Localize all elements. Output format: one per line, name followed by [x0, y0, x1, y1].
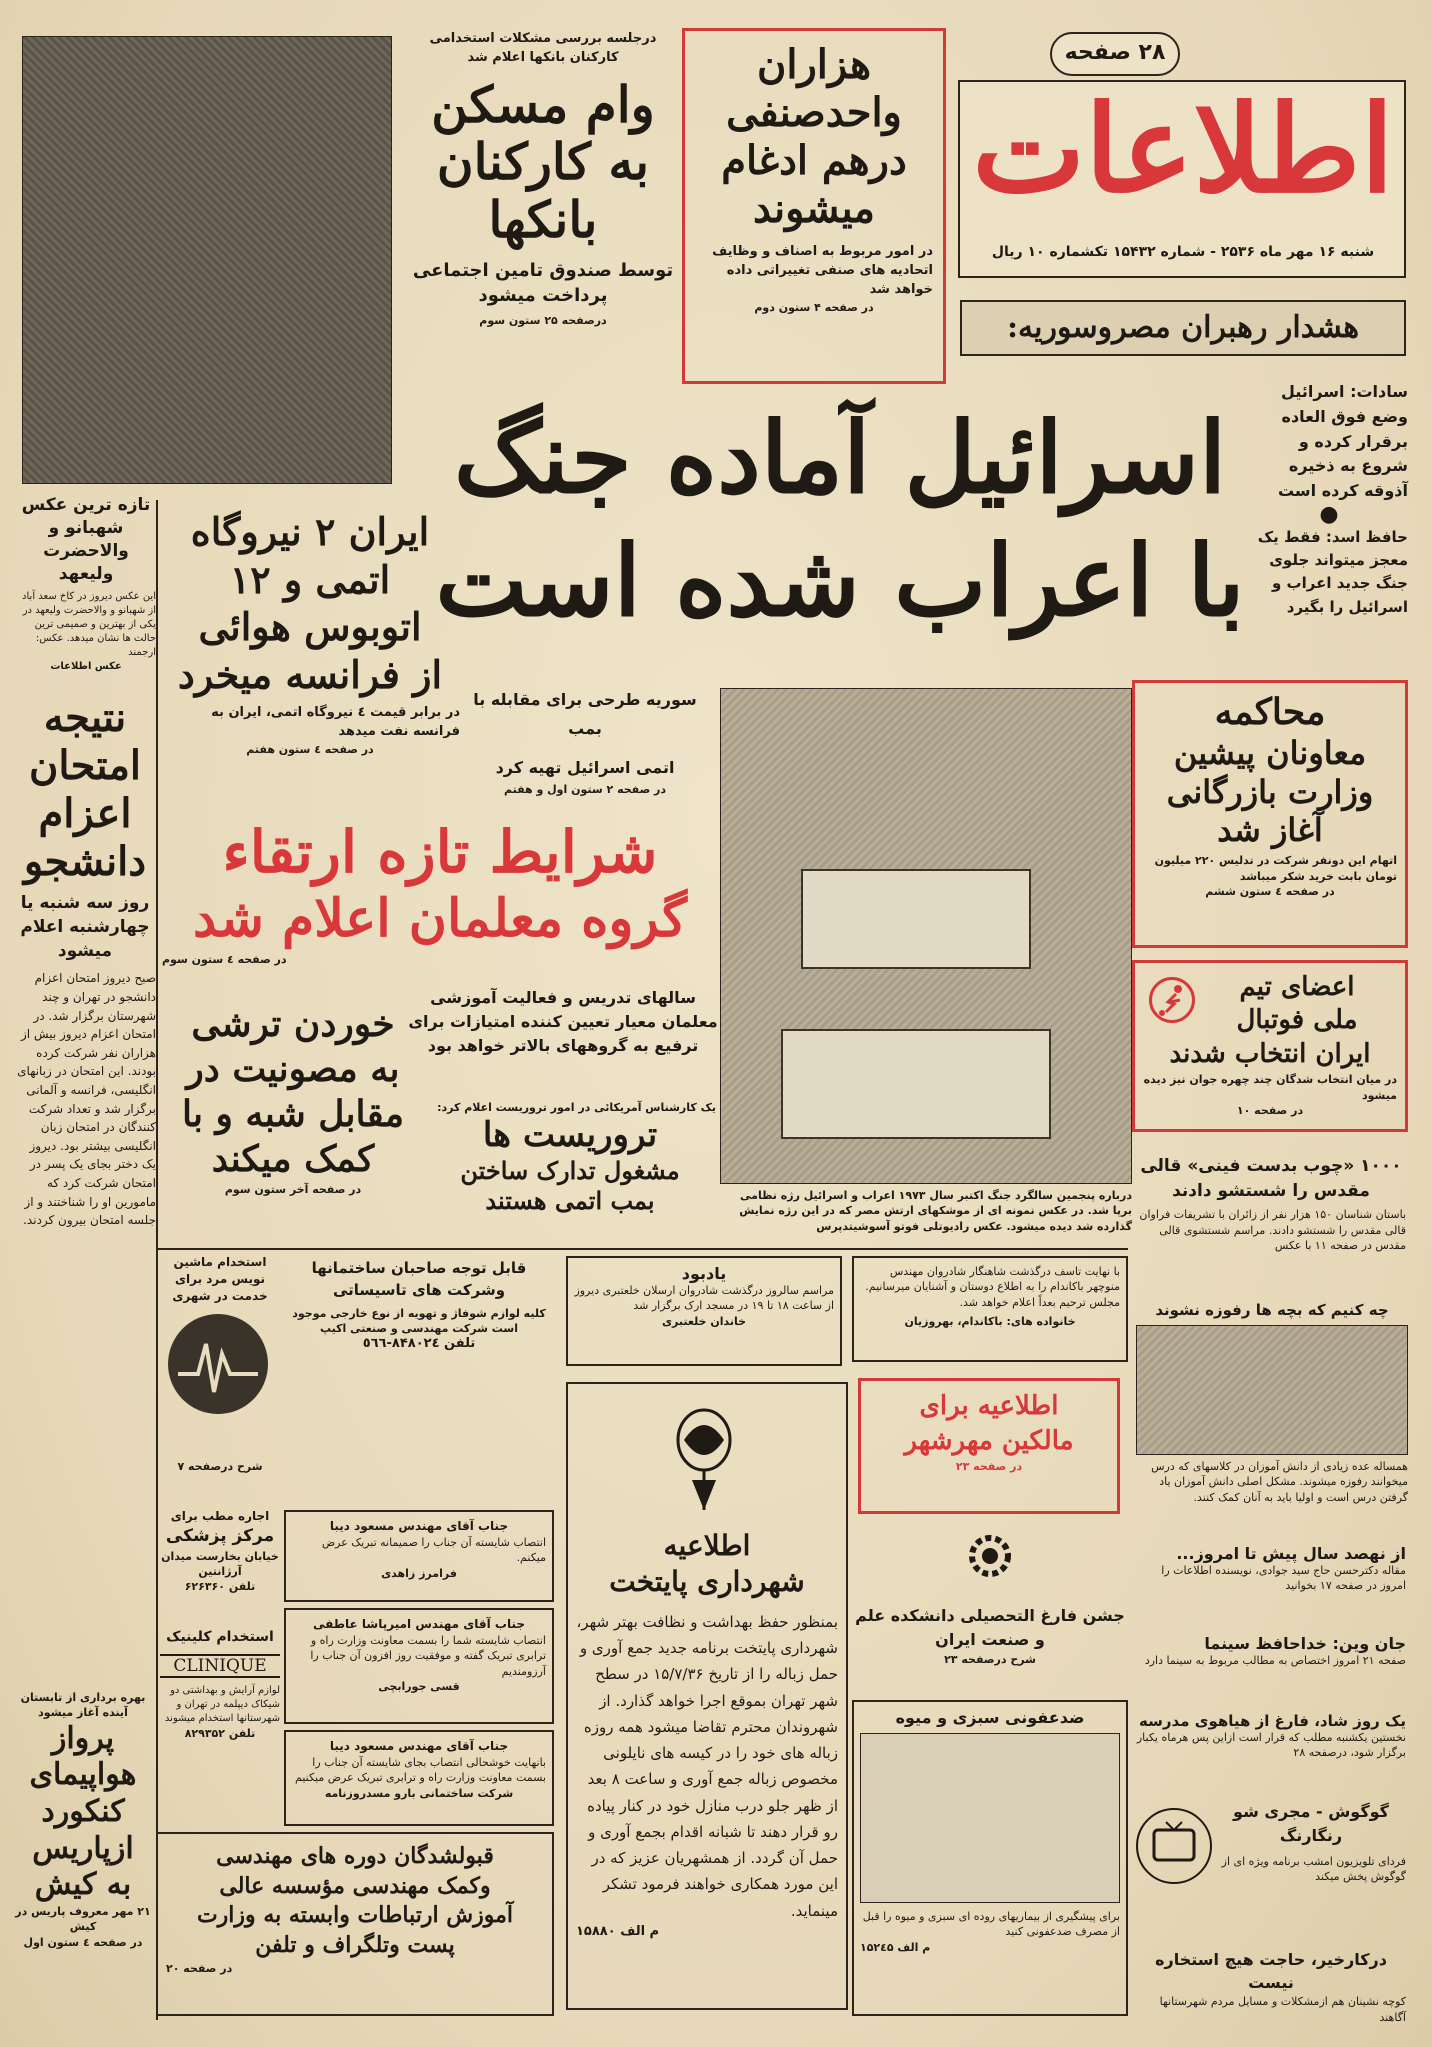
concorde-headline-4: ازپاریس [32, 1830, 134, 1866]
congrats-1-headline: جناب آقای مهندس مسعود دیبا [329, 1519, 509, 1533]
children-photo [1136, 1325, 1408, 1455]
terrorists-kicker: یک کارشناس آمریکائی در امور تروریست اعلام کرد: [437, 1101, 716, 1114]
carpet-body: باستان شناسان ۱۵۰ هزار نفر از زائران با تشریفات فراوان قالی مقدس را شستشو دادند. مراسم شستشوی قالی مقدس در صفحه ۱۱ با عکس [1139, 1208, 1406, 1253]
fifty-years-article [1136, 1544, 1406, 1630]
yadbood-body: مراسم سالروز درگذشت شادروان ارسلان خلعتبری دیروز از ساعت ۱۸ تا ۱۹ در مسجد ارک برگزار شد [574, 1284, 834, 1313]
royal-caption-body: این عکس دیروز در کاخ سعد آباد از شهبانو و والاحضرت ولیعهد در یکی از بهترین و صمیمی ترین حالت ها نشان میدهد. عکس: ارجمند [22, 590, 156, 658]
bank-loans-headline-1: وام مسکن [431, 74, 655, 134]
fifty-years-body: مقاله دکترحسن حاج سید جوادی، نویسنده اطلاعات را امروز در صفحه ۱۷ بخوانید [1161, 1564, 1406, 1593]
contractors-phone: تلفن ۸۴۸۰۲٤-٥٦٦ [362, 1336, 476, 1352]
typist-circle-icon [168, 1314, 268, 1414]
terrorists-article [424, 1100, 716, 1238]
teachers-body: سالهای تدریس و فعالیت آموزشی معلمان معیار تعیین کننده امتیازات برای ترفیع به گروههای بالاتر خواهد بود [408, 988, 718, 1055]
graduation-ad [854, 1526, 1126, 1696]
syria-ref: در صفحه ۲ ستون اول و هفتم [503, 783, 667, 797]
parade-photo [720, 688, 1132, 1184]
nuclear-article [160, 508, 460, 798]
parade-truck-2 [781, 1029, 1051, 1139]
congrats-atefi [284, 1608, 554, 1724]
mehrshahr-ad [858, 1378, 1120, 1514]
signal-wave-icon [168, 1314, 268, 1414]
gogoosh-body: فردای تلویزیون امشب برنامه ویژه ای از گوگوش پخش میکند [1221, 1855, 1406, 1884]
bottom-right-headline: درکارخیر، حاجت هیچ استخاره نیست [1155, 1950, 1387, 1993]
bank-loans-ref: درصفحه ۲۵ ستون سوم [479, 313, 607, 327]
bank-loans-headline-2: به کارکنان [436, 132, 650, 192]
main-headline [420, 398, 1260, 668]
condolence-ad [852, 1256, 1128, 1362]
yadbood-title: یادبود [681, 1264, 727, 1283]
medical-center-ad [160, 1508, 280, 1618]
guild-headline-4: میشوند [753, 185, 875, 232]
exam-article [14, 694, 156, 1674]
medical-title-1: اجاره مطب برای [170, 1509, 270, 1523]
syria-bomb-article [460, 686, 710, 797]
concorde-headline-3: کنکورد [41, 1793, 125, 1829]
bottom-right-body: کوچه نشینان هم ازمشکلات و مسایل مردم شهرستانها آگاهند [1159, 1995, 1406, 2024]
one-day-article [1136, 1712, 1406, 1796]
gogoosh-article [1136, 1800, 1406, 1944]
disinfect-code: م الف ۱۵۲٤۵ [860, 1940, 931, 1954]
medical-address: خیابان بخارست میدان آرژانتین [161, 1549, 279, 1578]
children-article [1136, 1300, 1408, 1540]
royal-caption [16, 494, 156, 694]
nuclear-headline-3: اتوبوس هوائی [198, 604, 422, 649]
mehrshahr-ref: در صفحه ۲۳ [955, 1460, 1023, 1474]
engineering-headline-1: قبولشدگان دوره های مهندسی [216, 1843, 494, 1869]
guild-headline-2: واحدصنفی [726, 89, 902, 136]
gogoosh-headline: گوگوش - مجری شو رنگارنگ [1233, 1802, 1389, 1845]
exam-sub: روز سه شنبه یا چهارشنبه اعلام میشود [20, 893, 150, 961]
municipality-title-1: اطلاعیه [663, 1529, 751, 1562]
main-headline-line-2: با اعراب شده است [435, 523, 1245, 639]
sadat-column [1250, 380, 1408, 680]
pickle-headline-1: خوردن ترشی [191, 1003, 395, 1045]
divider-mid-row [156, 1248, 1128, 1250]
congrats-3-headline: جناب آقای مهندس مسعود دیبا [329, 1739, 509, 1753]
one-day-body: نخستین یکشنبه مطلب که قرار است ازاین پس هرماه یکبار برگزار شود، درصفحه ۲۸ [1136, 1731, 1406, 1760]
assad-text: حافظ اسد: فقط یک معجز میتواند جلوی جنگ جدید اعراب و اسرائیل را بگیرد [1257, 527, 1408, 616]
teachers-headline-2: گروه معلمان اعلام شد [193, 887, 687, 949]
concorde-kicker: بهره برداری از تابستان آینده آغاز میشود [20, 1691, 146, 1720]
clinique-title: استخدام کلینیک [166, 1629, 274, 1645]
congrats-3-body: بانهایت خوشحالی انتصاب بجای شایسته آن جناب را بسمت معاونت وزارت راه و ترابری تبریک عرض میکنیم [295, 1755, 546, 1785]
royal-caption-credit: عکس اطلاعات [50, 660, 122, 672]
parade-truck-1 [801, 869, 1031, 969]
typist-ad [160, 1254, 280, 1494]
municipality-body: بمنظور حفظ بهداشت و نظافت بهتر شهر، شهرداری پایتخت برنامه جدید جمع آوری و حمل زباله را از تاریخ ۱۵/۷/۳۶ در سطح شهر تهران بموقع اجرا خواهد گذارد. از شهروندان محترم تقاضا میشود همه روزه زباله های خود را در کیسه های نایلونی مخصوص زباله جمع آوری و ساعت ۸ بعد از ظهر جلو درب منازل خود در کنار پیاده رو قرار دهند تا شبانه اقدام بجمع آوری و حمل آن گردد. از همشهریان عزیز که در این مورد همکاری خواهند فرمود تشکر مینماید. [576, 1612, 838, 1920]
pickle-headline-2: به مصونیت در [186, 1048, 400, 1090]
terrorists-headline-3: بمب اتمی هستند [485, 1186, 655, 1216]
concorde-headline-2: هواپیمای [29, 1757, 137, 1793]
congrats-3-sign: شرکت ساختمانی بارو مسدروزنامه [324, 1786, 514, 1800]
sadat-text: سادات: اسرائیل وضع فوق العاده برقرار کرده و شروع به ذخیره آذوقه کرده است [1277, 382, 1408, 501]
yadbood-sign: خاندان خلعتبری [661, 1314, 747, 1328]
football-ref: در صفحه ۱۰ [1236, 1104, 1304, 1118]
nuclear-body: در برابر قیمت ٤ نیروگاه اتمی، ایران به فرانسه نفت میدهد [211, 705, 460, 739]
concorde-headline-5: به کیش [34, 1867, 132, 1903]
masthead-dateline: شنبه ۱۶ مهر ماه ۲۵۳۶ - شماره ۱۵۴۳۲ تکشماره ۱۰ ریال [991, 244, 1375, 260]
divider-col-left [156, 500, 158, 2020]
jan-wayne-article [1136, 1634, 1406, 1706]
football-body: در میان انتخاب شدگان چند چهره جوان نیز دیده میشود [1143, 1073, 1397, 1102]
condolence-body: با نهایت تاسف درگذشت شاهنگار شادروان مهندس منوچهر باکاندام را به اطلاع دوستان و آشنایان میرسانیم. مجلس ترحیم بعداً اعلام خواهد شد. [865, 1265, 1120, 1309]
carpet-article [1136, 1154, 1406, 1294]
contractors-ad [284, 1258, 554, 1376]
television-icon [1138, 1810, 1210, 1882]
university-logo [960, 1526, 1020, 1586]
jan-wayne-body: صفحه ۲۱ امروز اختصاص به مطالب مربوط به سینما دارد [1144, 1654, 1406, 1667]
pickle-ref: در صفحه آخر ستون سوم [224, 1183, 362, 1196]
disinfect-ad [852, 1700, 1128, 2016]
guild-units-article [682, 28, 946, 384]
football-icon [1149, 977, 1195, 1023]
gear-logo-icon [960, 1526, 1020, 1586]
exam-headline-3: اعزام [38, 790, 132, 837]
nuclear-headline-1: ایران ۲ نیروگاه [190, 509, 430, 554]
pickle-headline-4: کمک میکند [211, 1138, 375, 1180]
football-player-icon [1152, 980, 1192, 1020]
one-day-headline: یک روز شاد، فارغ از هیاهوی مدرسه [1139, 1712, 1406, 1730]
guild-ref: در صفحه ۴ ستون دوم [754, 300, 874, 314]
football-headline-2: ملی فوتبال [1236, 1004, 1358, 1035]
graduation-headline: جشن فارغ التحصیلی دانشکده علم و صنعت ایران [855, 1606, 1125, 1649]
warning-banner: هشدار رهبران مصروسوریه: [960, 300, 1406, 356]
municipality-code: م الف ۱۵۸۸۰ [576, 1923, 660, 1939]
nuclear-headline-4: از فرانسه میخرد [177, 651, 443, 697]
bank-loans-article [408, 30, 678, 380]
congrats-2-headline: جناب آقای مهندس امیرپاشا عاطفی [312, 1617, 526, 1631]
medical-phone: تلفن ۶۲۶۳۶۰ [184, 1580, 256, 1594]
graduation-ref: شرح درصفحه ۲۳ [944, 1653, 1036, 1666]
nuclear-ref: در صفحه ٤ ستون هفتم [246, 742, 374, 756]
trial-article [1132, 680, 1408, 948]
trial-body: اتهام این دونفر شرکت در تدلیس ۲۲۰ میلیون تومان بابت خرید شکر میباشد [1154, 854, 1397, 883]
disinfect-headline: ضدعفونی سبزی و میوه [895, 1708, 1085, 1727]
engineering-headline-4: پست وتلگراف و تلفن [255, 1932, 455, 1959]
contractors-headline: قابل توجه صاحبان ساختمانها وشرکت های تاسیساتی [311, 1259, 527, 1299]
exam-headline-1: نتیجه [43, 694, 127, 741]
exam-headline-2: امتحان [29, 742, 141, 789]
engineering-ad [156, 1832, 554, 2016]
municipality-title-2: شهرداری پایتخت [609, 1565, 805, 1599]
disinfect-body: برای پیشگیری از بیماریهای روده ای سبزی و میوه را قبل از مصرف ضدعفونی کنید [862, 1910, 1120, 1939]
guild-body: در امور مربوط به اصناف و وظایف اتحادیه های صنفی تغییراتی داده خواهد شد [712, 244, 933, 297]
terrorists-headline-1: تروریست ها [482, 1115, 658, 1156]
engineering-headline-3: آموزش ارتباطات وابسته به وزارت [196, 1902, 514, 1929]
clinique-brand: CLINIQUE [160, 1654, 280, 1678]
concorde-headline-1: پرواز [51, 1720, 115, 1756]
clinique-ad [160, 1628, 280, 1828]
teachers-headline-1: شرایط تازه ارتقاء [222, 818, 658, 886]
mehrshahr-headline-1: اطلاعیه برای [919, 1391, 1059, 1421]
terrorists-headline-2: مشغول تدارک ساختن [460, 1156, 680, 1186]
congrats-1-sign: فرامرز زاهدی [381, 1566, 457, 1580]
pickle-headline-3: مقابل شبه و با [181, 1093, 405, 1135]
nuclear-headline-2: اتمی و ۱۲ [229, 556, 391, 602]
bank-loans-headline-3: بانکها [488, 189, 598, 249]
congrats-2-sign: قسی جورابچی [378, 1679, 460, 1693]
guild-headline-1: هزاران [756, 41, 872, 88]
royal-caption-title: تازه ترین عکس شهبانو و والاحضرت ولیعهد [21, 495, 151, 584]
trial-ref: در صفحه ٤ ستون ششم [1205, 885, 1335, 899]
tv-icon [1136, 1808, 1212, 1884]
football-article [1132, 960, 1408, 1132]
jan-wayne-headline: جان وین: خداحافظ سینما [1204, 1634, 1406, 1653]
football-headline-1: اعضای تیم [1239, 972, 1355, 1002]
guild-headline-3: درهم ادغام [721, 137, 907, 184]
mehrshahr-headline-2: مالکین مهرشهر [904, 1426, 1074, 1457]
sadat-separator-dot: ● [1319, 501, 1339, 527]
children-body: همساله عده زیادی از دانش آموزان در کلاسهای که درس میخوانند رفوزه میشوند. مشکل اصلی دانش آموزان یاد گرفتن درس است و اولیا باید به آنان کمک کنند. [1151, 1460, 1408, 1504]
main-headline-line-1: اسرائیل آماده جنگ [453, 401, 1227, 516]
congrats-dibah-2 [284, 1730, 554, 1826]
teachers-ref: در صفحه ٤ ستون سوم [162, 952, 287, 966]
typist-ref: شرح درصفحه ۷ [177, 1459, 263, 1473]
clinique-body: لوازم آرایش و بهداشتی دو شیکاک دیپلمه در تهران و شهرستانها استخدام میشوند [164, 1684, 280, 1724]
contractors-body: کلیه لوازم شوفاژ و تهویه از نوع خارجی موجود است شرکت مهندسی و صنعتی اکیپ [292, 1306, 546, 1335]
children-headline: چه کنیم که بچه ها رفوزه نشوند [1155, 1301, 1389, 1319]
pickle-article [166, 1002, 420, 1230]
congrats-2-body: انتصاب شایسته شما را بسمت معاونت وزارت راه و ترابری تبریک گفته و موفقیت روز افزون آن جناب را آرزومندیم [310, 1633, 546, 1678]
municipality-notice [566, 1382, 848, 2010]
clinique-phone: تلفن ۸۲۹۳۵۲ [184, 1726, 256, 1740]
bank-loans-kicker: درجلسه بررسی مشکلات استخدامی کارکنان بانکها اعلام شد [429, 31, 657, 65]
engineering-headline-2: وکمک مهندسی مؤسسه عالی [219, 1872, 491, 1899]
fifty-years-headline: از نهصد سال پیش تا امروز... [1176, 1544, 1406, 1563]
municipality-emblem [664, 1400, 744, 1520]
football-headline-3: ایران انتخاب شدند [1169, 1039, 1371, 1069]
trial-headline-2: معاونان پیشین [1173, 734, 1367, 773]
disinfect-illustration [860, 1733, 1120, 1903]
masthead [958, 80, 1406, 278]
condolence-sign: خانواده های: باکاندام، بهروزیان [904, 1315, 1076, 1329]
bank-loans-sub: توسط صندوق تامین اجتماعی پرداخت میشود [412, 260, 674, 307]
congrats-dibah-1 [284, 1510, 554, 1602]
municipality-emblem-icon [664, 1400, 744, 1520]
trial-headline-4: آغاز شد [1217, 810, 1323, 849]
engineering-ref: در صفحه ۲۰ [166, 1961, 233, 1975]
yadbood-ad [566, 1256, 842, 1366]
concorde-body: ۲۱ مهر معروف پاریس در کیش [15, 1904, 151, 1934]
typist-text: استخدام ماشین نویس مرد برای خدمت در شهری [172, 1255, 268, 1303]
parade-caption: درباره پنجمین سالگرد جنگ اکتبر سال ۱۹۷۳ اعراب و اسرائیل رژه نظامی برپا شد. در عکس نمونه ای از موشکهای ارتش مصر که در این رژه نمایش گذارده شد دیده میشود. عکس رادیوتلی فوتو آسوشیتدپرس [739, 1189, 1132, 1233]
trial-headline-3: وزارت بازرگانی [1166, 772, 1374, 811]
trial-headline-1: محاکمه [1214, 691, 1326, 733]
masthead-logo: اطلاعات [972, 79, 1394, 220]
concorde-article [14, 1690, 152, 2030]
exam-body: صبح دیروز امتحان اعزام دانشجو در تهران و چند شهرستان برگزار شد. در امتحان اعزام دیروز بیش از هزاران نفر شرکت کرده بودند. این امتحان در زبانهای انگلیسی، فرانسه و آلمانی برگزار شد و تعداد شرکت کنندگان در امتحان زبان انگلیسی بیشتر بود. دیروز یک دختر بجای یک پسر در امتحان شرکت کرد که مامورین او را شناختند و از جلسه امتحان بیرون کردند. [17, 971, 156, 1228]
congrats-1-body: انتصاب شایسته آن جناب را صمیمانه تبریک عرض میکنم. [321, 1535, 546, 1565]
concorde-ref: در صفحه ٤ ستون اول [23, 1935, 143, 1949]
bottom-right-article [1136, 1948, 1406, 2032]
royal-photo [22, 36, 392, 484]
syria-line-1: سوریه طرحی برای مقابله با بمب [473, 690, 697, 738]
exam-headline-4: دانشجو [23, 838, 147, 885]
pages-badge: ۲۸ صفحه [1050, 32, 1180, 76]
syria-line-2: اتمی اسرائیل تهیه کرد [495, 757, 675, 777]
medical-title-2: مرکز پزشکی [165, 1525, 275, 1546]
carpet-headline: ۱۰۰۰ «چوب بدست فینی» قالی مقدس را شستشو دادند [1140, 1156, 1402, 1201]
